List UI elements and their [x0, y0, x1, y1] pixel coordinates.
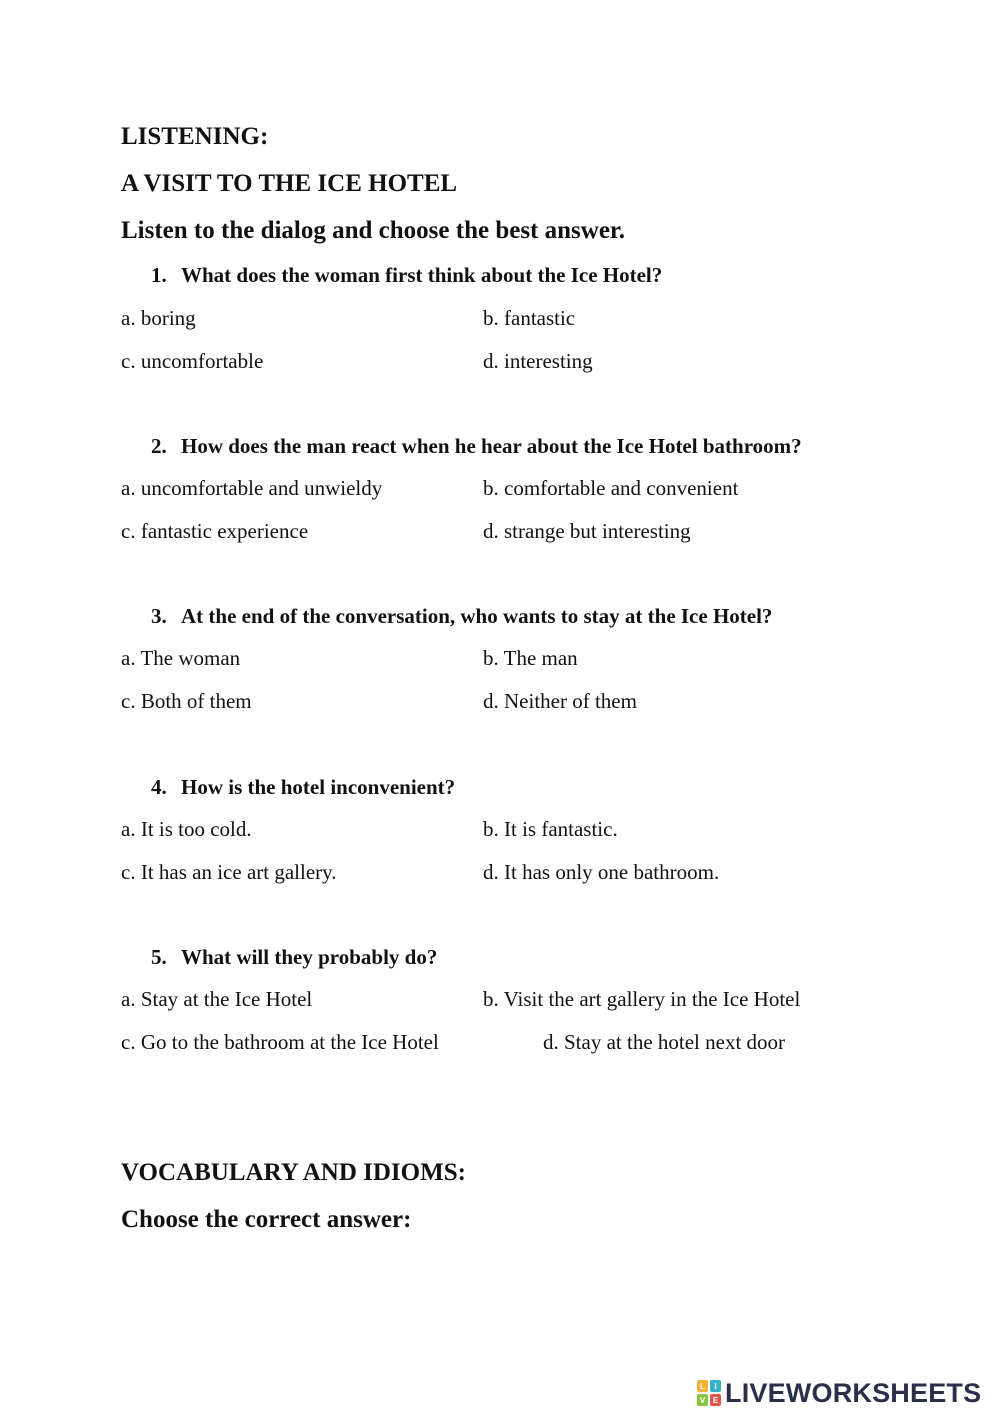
option-5c[interactable]: c. Go to the bathroom at the Ice Hotel [121, 1030, 439, 1054]
question-text: How does the man react when he hear about the Ice Hotel bathroom? [181, 434, 802, 458]
option-2a[interactable]: a. uncomfortable and unwieldy [121, 476, 383, 500]
option-1b[interactable]: b. fantastic [483, 306, 576, 330]
option-3c[interactable]: c. Both of them [121, 689, 252, 713]
section-heading-listening: LISTENING: [121, 123, 269, 150]
question-4 [151, 774, 455, 800]
option-3d[interactable]: d. Neither of them [483, 689, 637, 713]
question-2 [151, 433, 802, 459]
svg-text:I: I [714, 1382, 717, 1391]
logo-text: LIVEWORKSHEETS [725, 1377, 982, 1408]
question-1 [151, 262, 662, 288]
instruction-vocabulary: Choose the correct answer: [121, 1206, 412, 1233]
question-text: What does the woman first think about the Ice Hotel? [181, 263, 663, 287]
question-text: At the end of the conversation, who wants to stay at the Ice Hotel? [181, 604, 773, 628]
option-2d[interactable]: d. strange but interesting [483, 519, 691, 543]
question-number: 2. [151, 434, 167, 458]
section-title: A VISIT TO THE ICE HOTEL [121, 170, 458, 197]
option-4c[interactable]: c. It has an ice art gallery. [121, 860, 337, 884]
option-3b[interactable]: b. The man [483, 646, 578, 670]
svg-text:E: E [712, 1396, 719, 1405]
option-4b[interactable]: b. It is fantastic. [483, 817, 618, 841]
question-number: 3. [151, 604, 167, 628]
option-1c[interactable]: c. uncomfortable [121, 349, 264, 373]
option-5a[interactable]: a. Stay at the Ice Hotel [121, 987, 313, 1011]
option-2c[interactable]: c. fantastic experience [121, 519, 309, 543]
liveworksheets-logo [697, 1376, 981, 1410]
option-5d[interactable]: d. Stay at the hotel next door [543, 1030, 786, 1054]
option-3a[interactable]: a. The woman [121, 646, 241, 670]
option-1a[interactable]: a. boring [121, 306, 196, 330]
option-5b[interactable]: b. Visit the art gallery in the Ice Hotel [483, 987, 801, 1011]
option-2b[interactable]: b. comfortable and convenient [483, 476, 739, 500]
option-4a[interactable]: a. It is too cold. [121, 817, 252, 841]
option-1d[interactable]: d. interesting [483, 349, 593, 373]
question-text: What will they probably do? [181, 945, 438, 969]
question-number: 1. [151, 263, 167, 287]
question-number: 5. [151, 945, 167, 969]
question-3 [151, 603, 772, 629]
question-number: 4. [151, 775, 167, 799]
instruction: Listen to the dialog and choose the best answer. [121, 217, 625, 244]
option-4d[interactable]: d. It has only one bathroom. [483, 860, 720, 884]
question-5 [151, 944, 437, 970]
svg-text:L: L [700, 1382, 705, 1391]
question-text: How is the hotel inconvenient? [181, 775, 456, 799]
svg-text:V: V [699, 1396, 706, 1405]
section-heading-vocabulary: VOCABULARY AND IDIOMS: [121, 1159, 466, 1186]
liveworksheets-logo-icon [697, 1378, 723, 1408]
